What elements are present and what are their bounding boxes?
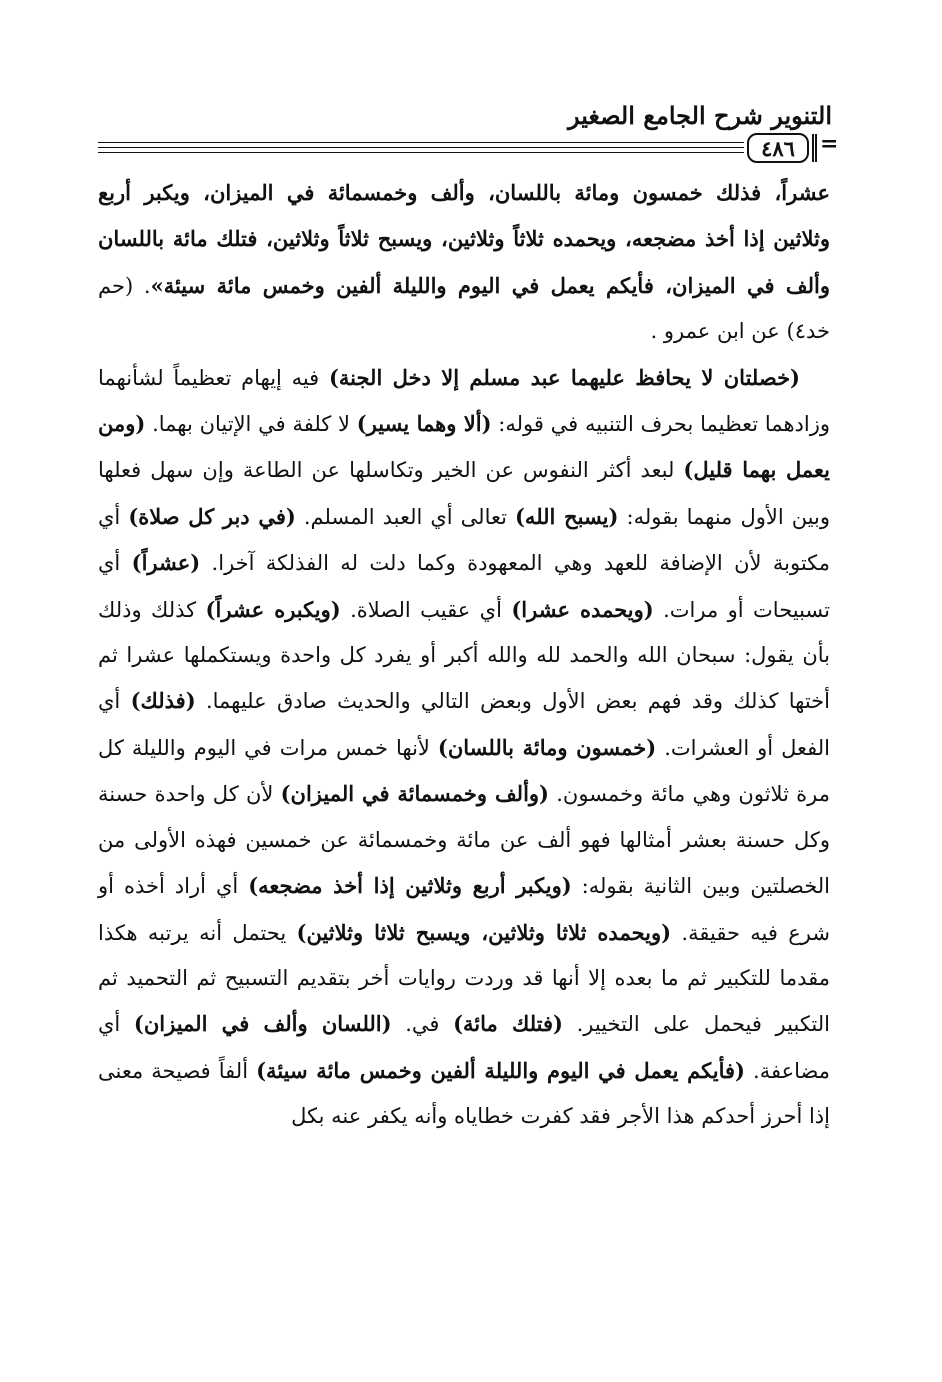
matn-quote: (عشراً) [131, 550, 201, 576]
paragraph-commentary [98, 355, 830, 1140]
commentary-text: لا كلفة في الإتيان بهما. [145, 412, 357, 437]
commentary-text: لأن كل واحدة حسنة وكل حسنة بعشر أمثالها فهو ألف عن مائة وخمسمائة عن خمسين فهذه الأولى من الخصلتين وبين الثانية بقوله: [98, 782, 830, 899]
commentary-text: أي أراد أخذه أو شرع فيه حقيقة. [98, 874, 830, 945]
hadith-source: . (حم خد٤) عن ابن عمرو . [98, 273, 830, 344]
matn-quote: (فتلك مائة) [453, 1011, 563, 1037]
matn-quote: (فأيكم يعمل في اليوم والليلة ألفين وخمس مائة سيئة) [256, 1057, 745, 1083]
commentary-text: أي الفعل أو العشرات. [98, 689, 831, 760]
matn-quote: (ويحمده عشرا) [511, 596, 654, 622]
header-rule-top [98, 142, 744, 143]
body-text [98, 170, 830, 1140]
matn-quote: (ويحمده ثلاثا وثلاثين، ويسبح ثلاثا وثلاثين) [296, 919, 672, 945]
page-number-bracket-icon [812, 134, 817, 162]
matn-quote: (فذلك) [130, 688, 196, 714]
commentary-text: يحتمل أنه يرتبه هكذا مقدما للتكبير ثم ما بعده إلا أنها قد وردت روايات أخر بتقديم التسبيح ثم التحميد ثم التكبير فيحمل على التخيير. [98, 920, 830, 1037]
header-rule-middle [98, 147, 744, 148]
commentary-text: لبعد أكثر النفوس عن الخير وتكاسلها عن الطاعة وإن سهل فعلها وبين الأول منهما بقوله: [98, 458, 830, 529]
running-title: التنوير شرح الجامع الصغير [568, 101, 832, 130]
matn-quote: (وألف وخمسمائة في الميزان) [280, 781, 549, 807]
matn-quote: (يسبح الله) [515, 503, 619, 529]
matn-quote: (خمسون ومائة باللسان) [437, 734, 657, 760]
header-mark: = [820, 131, 839, 157]
matn-quote: (ويكبر أربع وثلاثين إذا أخذ مضجعه) [248, 873, 572, 899]
page-number: ٤٨٦ [747, 133, 809, 163]
commentary-text: في. [391, 1012, 454, 1037]
hadith-text: عشراً، فذلك خمسون ومائة باللسان، وألف وخمسمائة في الميزان، ويكبر أربع وثلاثين إذا أخذ مضجعه، ويحمده ثلاثاً وثلاثين، ويسبح ثلاثاً وثلاثين، فتلك مائة باللسان وألف في الميزان، فأيكم يعمل في اليوم والليلة ألفين وخمس مائة سيئة» [98, 180, 830, 298]
commentary-text: ألفاً فصيحة معنى إذا أحرز أحدكم هذا الأجر فقد كفرت خطاياه وأنه يكفر عنه بكل [98, 1058, 830, 1129]
commentary-text: كذلك وذلك بأن يقول: سبحان الله والحمد لله والله أكبر أو يفرد كل واحدة ويستكملها عشرا ثم أختها كذلك وقد فهم بعض الأول وبعض التالي والحديث صادق عليهما. [98, 597, 830, 714]
commentary-text: فيه إيهام تعظيماً لشأنهما وزادهما تعظيما بحرف التنبيه في قوله: [98, 365, 830, 437]
commentary-text: تعالى أي العبد المسلم. [295, 504, 515, 529]
commentary-text: أي عقيب الصلاة. [340, 597, 512, 622]
paragraph-hadith-end [98, 170, 830, 355]
commentary-text: أي مضاعفة. [98, 1012, 830, 1083]
matn-quote: (اللسان وألف في الميزان) [133, 1011, 392, 1037]
commentary-text: أي تسبيحات أو مرات. [98, 551, 831, 622]
commentary-text: لأنها خمس مرات في اليوم والليلة كل مرة ثلاثون وهي مائة وخمسون. [98, 735, 831, 807]
matn-quote: (خصلتان لا يحافظ عليهما عبد مسلم إلا دخل الجنة) [328, 364, 800, 390]
matn-quote: (في دبر كل صلاة) [128, 503, 296, 529]
commentary-text: أي مكتوبة لأن الإضافة للعهد وهي المعهودة وكما دلت له الفذلكة آخرا. [98, 504, 831, 576]
matn-quote: (ومن يعمل بهما قليل) [98, 411, 831, 483]
header-rule-bottom [98, 152, 744, 153]
matn-quote: (ويكبره عشراً) [205, 596, 341, 622]
matn-quote: (ألا وهما يسير) [356, 411, 492, 437]
